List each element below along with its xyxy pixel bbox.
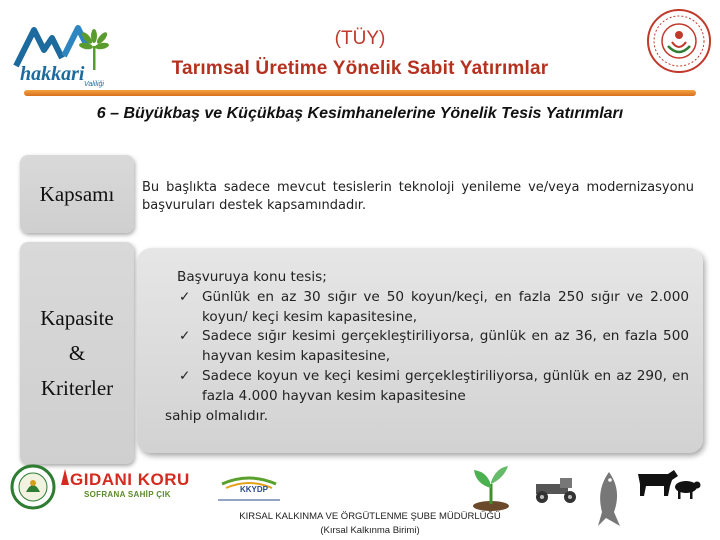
criteria-item-text: Sadece koyun ve keçi kesimi gerçekleştiriliyorsa, günlük en az 290, en fazla 4.000 hayvan kesim kapasitesine: [202, 367, 689, 404]
check-icon: ✓: [179, 367, 191, 384]
section-heading: 6 – Büyükbaş ve Küçükbaş Kesimhanelerine Yönelik Tesis Yatırımları: [96, 105, 624, 122]
footer-department: KIRSAL KALKINMA VE ÖRGÜTLENME ŞUBE MÜDÜRLÜĞÜ: [239, 511, 501, 522]
criteria-text: [165, 268, 689, 426]
criteria-item-text: Sadece sığır kesimi gerçekleştiriliyorsa, günlük en az 36, en fazla 500 hayvan kesim kapasitesine,: [202, 328, 689, 365]
check-icon: ✓: [179, 288, 191, 305]
scope-text: Bu başlıkta sadece mevcut tesislerin teknoloji yenileme ve/veya modernizasyonu başvuruları destek kapsamındadır.: [142, 180, 694, 213]
sprout-icon: [468, 462, 514, 512]
capacity-label-line: Kriterler: [40, 376, 114, 400]
footer-unit: (Kırsal Kalkınma Birimi): [320, 525, 420, 536]
header-subtitle: Tarımsal Üretime Yönelik Sabit Yatırımlar: [171, 58, 549, 79]
gida-logo-text: GIDANI KORU: [70, 470, 190, 489]
header-title: (TÜY): [334, 28, 386, 49]
capacity-label-line: Kapasite: [40, 306, 114, 330]
criteria-intro: Başvuruya konu tesis;: [177, 269, 327, 285]
header-divider: [24, 90, 696, 96]
hakkari-logo-text: hakkari: [20, 63, 85, 85]
criteria-item-text: Günlük en az 30 sığır ve 50 koyun/keçi, en fazla 250 sığır ve 2.000 koyun/ keçi kesim kapasitesine,: [202, 288, 689, 325]
scope-label: Kapsamı: [20, 155, 134, 233]
check-icon: ✓: [179, 328, 191, 345]
tractor-icon: [530, 478, 586, 504]
capacity-label-line: &: [68, 341, 86, 365]
capacity-criteria-label: [20, 242, 134, 464]
cooperative-seal-icon: [10, 464, 56, 510]
gida-logo-sub: SOFRANA SAHİP ÇIK: [84, 490, 171, 499]
criteria-item: [165, 367, 689, 407]
kkydp-text: KKYDP: [240, 485, 269, 494]
criteria-item: [165, 288, 689, 328]
fish-icon: [592, 468, 626, 530]
sheep-icon: [672, 478, 702, 500]
hakkari-logo-sub: Valiliği: [84, 81, 104, 88]
gida-logo-mark: [60, 467, 70, 487]
criteria-outro: sahip olmalıdır.: [165, 407, 269, 424]
criteria-item: [165, 327, 689, 367]
